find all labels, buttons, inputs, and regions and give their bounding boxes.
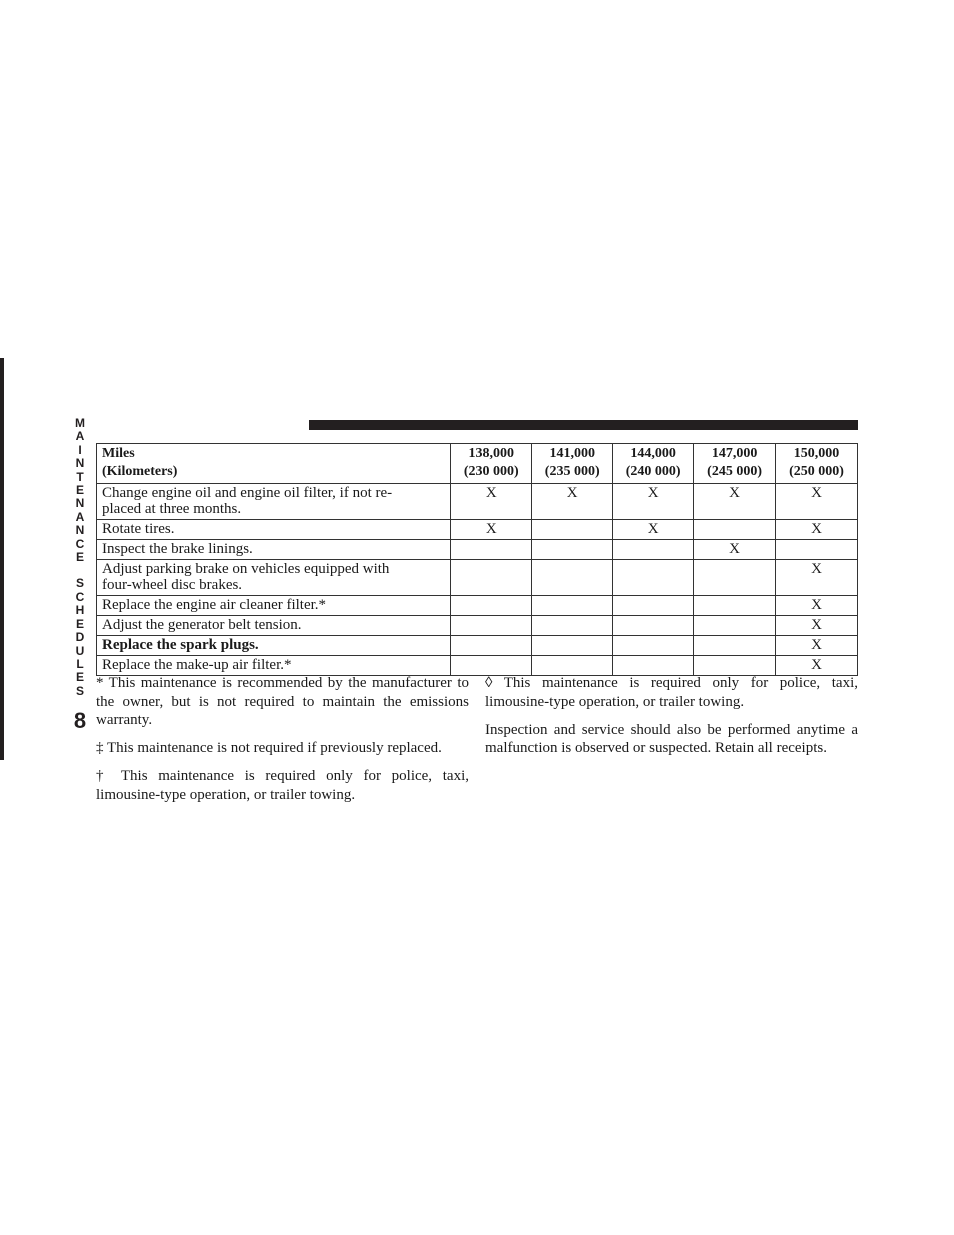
interval-mark-cell: X	[776, 616, 858, 636]
miles-label: Miles	[102, 446, 135, 461]
table-header-row	[97, 444, 858, 484]
interval-km: (230 000)	[463, 464, 519, 479]
footnotes-left-column	[96, 674, 469, 814]
chapter-number: 8	[73, 708, 87, 733]
interval-mark-cell	[532, 540, 613, 560]
side-tab-letter: U	[75, 643, 85, 658]
interval-km: (235 000)	[544, 464, 600, 479]
interval-mark-cell	[694, 656, 776, 676]
interval-mark-cell	[613, 636, 694, 656]
maintenance-task-cell	[97, 636, 451, 656]
chapter-title-vertical	[72, 417, 88, 698]
interval-mark-cell: X	[776, 520, 858, 540]
interval-mark-cell	[451, 636, 532, 656]
interval-mark-cell	[451, 596, 532, 616]
interval-column-header	[613, 444, 694, 484]
table-row	[97, 540, 858, 560]
side-tab-letter: E	[75, 483, 84, 498]
task-text-line: Adjust the generator belt tension.	[102, 617, 302, 633]
interval-mark-cell: X	[613, 484, 694, 520]
interval-column-header	[532, 444, 613, 484]
task-text-line: Inspect the brake linings.	[102, 541, 253, 557]
table-row	[97, 596, 858, 616]
side-tab-letter: E	[75, 550, 84, 565]
interval-miles: 141,000	[549, 446, 595, 461]
interval-mark-cell	[532, 560, 613, 596]
side-tab-letter: C	[75, 589, 85, 604]
interval-mark-cell	[532, 636, 613, 656]
task-text-line: Rotate tires.	[102, 521, 175, 537]
maintenance-task-cell	[97, 520, 451, 540]
task-column-header	[97, 444, 451, 484]
interval-mark-cell	[532, 520, 613, 540]
interval-km: (240 000)	[625, 464, 681, 479]
interval-mark-cell: X	[532, 484, 613, 520]
side-tab-letter: H	[75, 603, 85, 618]
interval-miles: 144,000	[630, 446, 676, 461]
interval-mark-cell	[451, 616, 532, 636]
interval-mark-cell	[451, 656, 532, 676]
footnote: ‡ This maintenance is not required if previously replaced.	[96, 740, 442, 757]
table-body	[97, 484, 858, 676]
task-text-line: Adjust parking brake on vehicles equipped with	[102, 561, 390, 577]
interval-mark-cell	[694, 616, 776, 636]
task-text-line: placed at three months.	[102, 501, 242, 517]
interval-mark-cell	[694, 520, 776, 540]
maintenance-task-cell	[97, 484, 451, 520]
footnote: * This maintenance is recommended by the manufacturer to the owner, but is not required to maintain the emissions warranty.	[96, 675, 469, 729]
interval-mark-cell: X	[694, 540, 776, 560]
side-tab-letter: S	[75, 683, 84, 698]
interval-mark-cell	[613, 616, 694, 636]
interval-mark-cell	[613, 540, 694, 560]
footnote: † This maintenance is required only for police, taxi, limousine-type operation, or trailer towing.	[96, 768, 469, 803]
maintenance-task-cell	[97, 656, 451, 676]
interval-miles: 138,000	[468, 446, 515, 461]
footnote: ◊ This maintenance is required only for police, taxi, limousine-type operation, or trailer towing.	[485, 675, 858, 710]
interval-mark-cell	[694, 636, 776, 656]
footnote: Inspection and service should also be performed anytime a malfunction is observed or suspected. Retain all receipts.	[485, 721, 858, 757]
table-row	[97, 484, 858, 520]
side-tab-letter: S	[75, 576, 84, 591]
table-row	[97, 560, 858, 596]
table-row	[97, 520, 858, 540]
interval-mark-cell	[532, 616, 613, 636]
side-tab-letter: I	[78, 442, 82, 457]
table-row	[97, 636, 858, 656]
section-divider-bar	[309, 420, 858, 430]
side-tab-letter: M	[75, 416, 85, 430]
interval-column-header	[694, 444, 776, 484]
table-row	[97, 616, 858, 636]
task-text-line: Replace the make-up air filter.*	[102, 657, 292, 673]
interval-mark-cell	[613, 560, 694, 596]
interval-mark-cell	[451, 560, 532, 596]
interval-mark-cell: X	[613, 520, 694, 540]
maintenance-task-cell	[97, 540, 451, 560]
interval-mark-cell	[451, 540, 532, 560]
interval-column-header	[451, 444, 532, 484]
interval-mark-cell: X	[776, 484, 858, 520]
interval-mark-cell: X	[776, 636, 858, 656]
interval-mark-cell	[694, 560, 776, 596]
interval-miles: 150,000	[793, 446, 840, 461]
task-text-line: Replace the engine air cleaner filter.*	[102, 597, 327, 613]
interval-mark-cell	[532, 596, 613, 616]
side-tab-letter: E	[75, 616, 84, 631]
side-tab-letter: A	[75, 429, 85, 444]
interval-mark-cell	[613, 656, 694, 676]
interval-mark-cell: X	[451, 520, 532, 540]
interval-km: (245 000)	[707, 464, 762, 479]
side-tab-letter: T	[76, 469, 84, 484]
side-tab-letter: N	[75, 523, 85, 538]
kilometers-label: (Kilometers)	[102, 464, 178, 479]
interval-mark-cell: X	[694, 484, 776, 520]
task-text-line: Replace the spark plugs.	[102, 637, 259, 653]
side-tab-letter: C	[75, 536, 85, 551]
footnotes-right-column	[485, 674, 858, 767]
task-text-line: Change engine oil and engine oil filter, if not re-	[102, 485, 393, 501]
interval-mark-cell: X	[776, 560, 858, 596]
task-text-line: four-wheel disc brakes.	[102, 577, 243, 593]
maintenance-task-cell	[97, 616, 451, 636]
interval-mark-cell	[613, 596, 694, 616]
maintenance-task-cell	[97, 560, 451, 596]
side-tab-letter: A	[75, 509, 85, 524]
interval-mark-cell	[532, 656, 613, 676]
side-tab-letter: E	[75, 670, 84, 685]
side-tab-letter: D	[75, 630, 85, 645]
interval-mark-cell	[694, 596, 776, 616]
interval-mark-cell: X	[776, 596, 858, 616]
interval-column-header	[776, 444, 858, 484]
maintenance-task-cell	[97, 596, 451, 616]
interval-mark-cell	[776, 540, 858, 560]
interval-mark-cell: X	[776, 656, 858, 676]
interval-km: (250 000)	[789, 464, 844, 479]
interval-mark-cell: X	[451, 484, 532, 520]
side-tab-letter: N	[75, 496, 85, 511]
maintenance-schedule-table	[96, 443, 858, 676]
side-tab-letter: L	[76, 656, 84, 671]
table-row	[97, 656, 858, 676]
side-tab-letter: N	[75, 456, 85, 471]
interval-miles: 147,000	[711, 446, 758, 461]
